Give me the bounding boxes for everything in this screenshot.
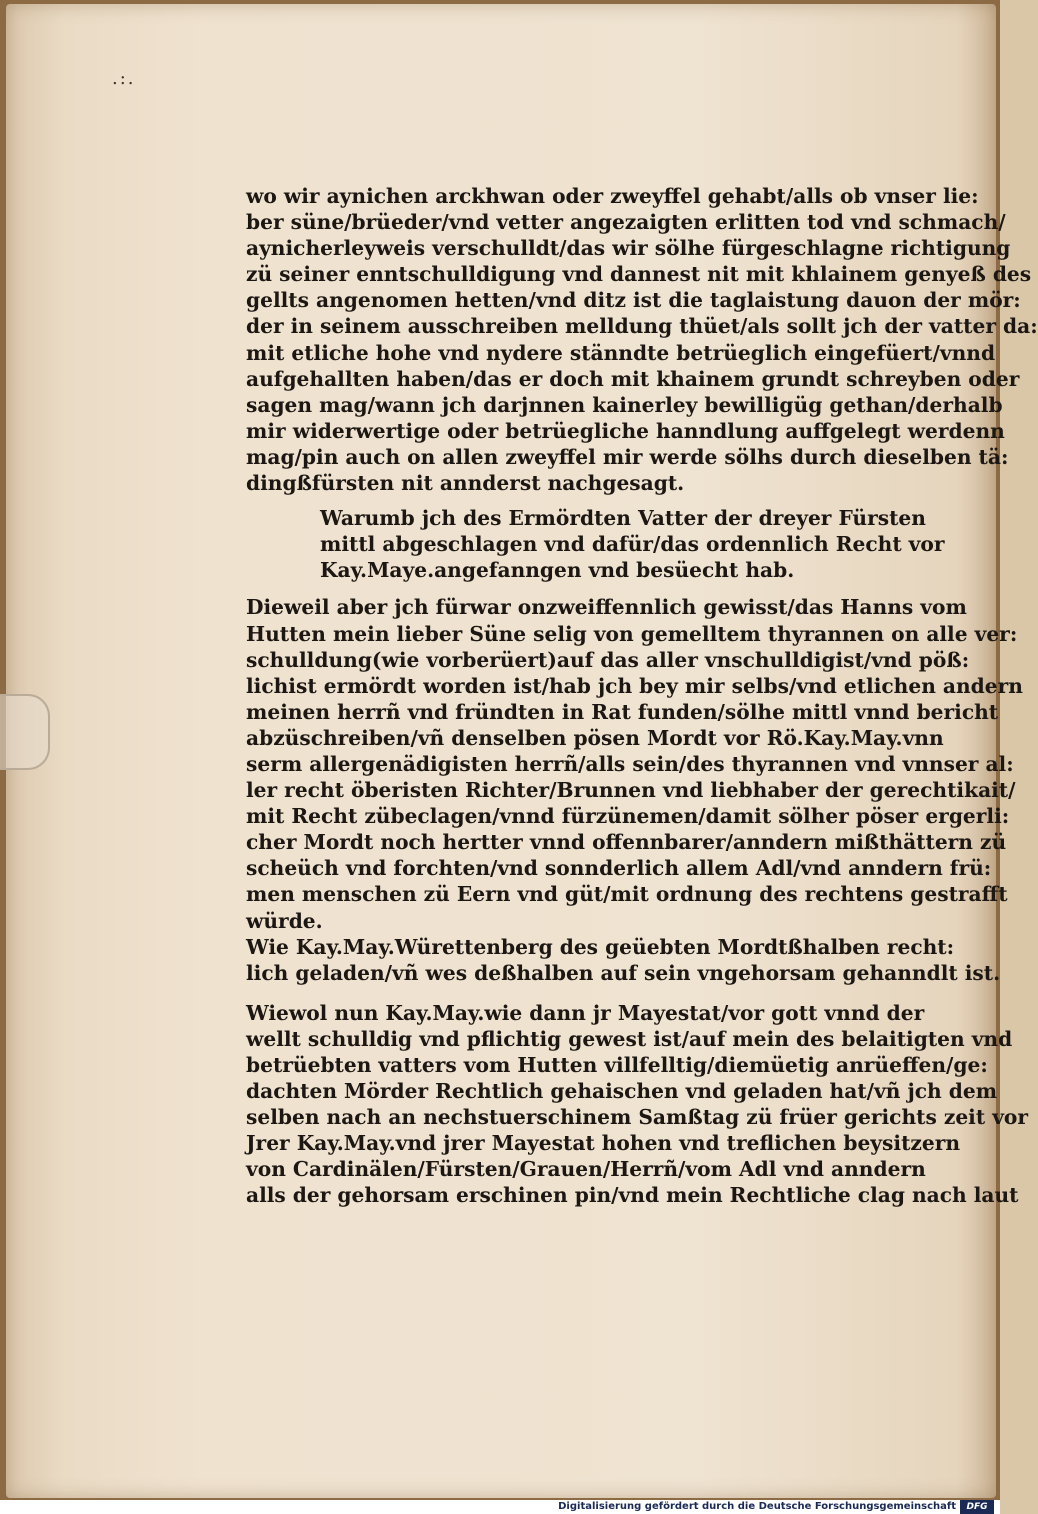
section-heading-1 [246,505,945,583]
section-heading-2 [246,934,1001,986]
text-line: der in seinem ausschreiben melldung thüet/als sollt jch der vatter da: [246,314,1038,339]
text-line: mit etliche hohe vnd nydere stänndte betrüeglich eingefüert/vnnd [246,340,996,365]
dfg-logo: DFG [960,1500,994,1514]
text-line: selben nach an nechstuerschinem Samßtag zü früer gerichts zeit vor [246,1105,1029,1130]
paragraph-1 [246,183,1038,496]
text-line: lichist ermördt worden ist/hab jch bey mir selbs/vnd etlichen andern [246,673,1023,698]
heading-line: Wie Kay.May.Würettenberg des geüebten Mordtßhalben recht: [246,934,955,959]
text-line: Hutten mein lieber Süne selig von gemelltem thyrannen on alle ver: [246,621,1018,646]
text-line: Dieweil aber jch fürwar onzweiffennlich gewisst/das Hanns vom [246,595,967,620]
funding-credit: Digitalisierung gefördert durch die Deutsche Forschungsgemeinschaft [558,1501,956,1512]
text-line: gellts angenomen hetten/vnd ditz ist die taglaistung dauon der mör: [246,288,1021,313]
text-line: men menschen zü Eern vnd güt/mit ordnung des rechtens gestrafft [246,882,1008,907]
text-line: wo wir aynichen arckhwan oder zweyffel gehabt/alls ob vnser lie: [246,184,979,208]
text-line: meinen herrñ vnd fründten in Rat funden/sölhe mittl vnnd bericht [246,699,999,724]
text-line: zü seiner enntschulldigung vnd dannest nit mit khlainem genyeß des [246,262,1032,287]
text-line: abzüschreiben/vñ denselben pösen Mordt vor Rö.Kay.May.vnn [246,725,944,750]
text-line: dachten Mörder Rechtlich gehaischen vnd geladen hat/vñ jch dem [246,1079,998,1104]
text-line: aynicherleyweis verschulldt/das wir sölhe fürgeschlagne richtigung [246,236,1011,261]
text-line: aufgehallten haben/das er doch mit khainem grundt schreyben oder [246,366,1020,391]
text-line: wellt schulldig vnd pflichtig gewest ist/auf mein des belaitigten vnd [246,1026,1013,1051]
text-line: mir widerwertige oder betrüegliche hanndlung auffgelegt werdenn [246,418,1005,443]
text-line: mit Recht zübeclagen/vnnd fürzünemen/damit sölher pöser ergerli: [246,804,1010,829]
paragraph-3 [246,1000,1029,1209]
text-line: serm allergenädigisten herrñ/alls sein/des thyrannen vnd vnnser al: [246,751,1014,776]
text-line: cher Mordt noch hertter vnnd offennbarer/anndern mißthättern zü [246,830,1007,855]
text-line: würde. [246,908,323,933]
heading-line: mittl abgeschlagen vnd dafür/das ordennlich Recht vor [320,532,945,557]
text-line: sagen mag/wann jch darjnnen kainerley bewilligüg gethan/derhalb [246,392,1003,417]
text-line: schulldung(wie vorberüert)auf das aller vnschulldigist/vnd pöß: [246,647,970,672]
paragraph-2 [246,594,1023,933]
text-line: von Cardinälen/Fürsten/Grauen/Herrñ/vom Adl vnd anndern [246,1157,926,1182]
page-mark: .:. [112,68,136,89]
heading-line: lich geladen/vñ wes deßhalben auf sein vngehorsam gehanndlt ist. [246,960,1001,985]
text-line: mag/pin auch on allen zweyffel mir werde sölhs durch dieselben tä: [246,444,1009,469]
text-line: scheüch vnd forchten/vnd sonnderlich allem Adl/vnd anndern frü: [246,856,992,881]
text-line: Wiewol nun Kay.May.wie dann jr Mayestat/vor gott vnnd der [246,1000,925,1025]
text-line: Jrer Kay.May.vnd jrer Mayestat hohen vnd treflichen beysitzern [246,1131,961,1156]
heading-line: Warumb jch des Ermördten Vatter der dreyer Fürsten [320,506,926,531]
text-line: betrüebten vatters vom Hutten villfelltig/diemüetig anrüeffen/ge: [246,1053,988,1077]
text-line: alls der gehorsam erschinen pin/vnd mein Rechtliche clag nach laut [246,1183,1019,1208]
text-line: ler recht öberisten Richter/Brunnen vnd liebhaber der gerechtikait/ [246,778,1016,803]
binding-tab [0,694,50,770]
heading-line: Kay.Maye.angefanngen vnd besüecht hab. [320,558,795,583]
text-line: ber süne/brüeder/vnd vetter angezaigten erlitten tod vnd schmach/ [246,210,1006,235]
text-block [246,183,1038,1209]
text-line: dingßfürsten nit annderst nachgesagt. [246,471,685,496]
